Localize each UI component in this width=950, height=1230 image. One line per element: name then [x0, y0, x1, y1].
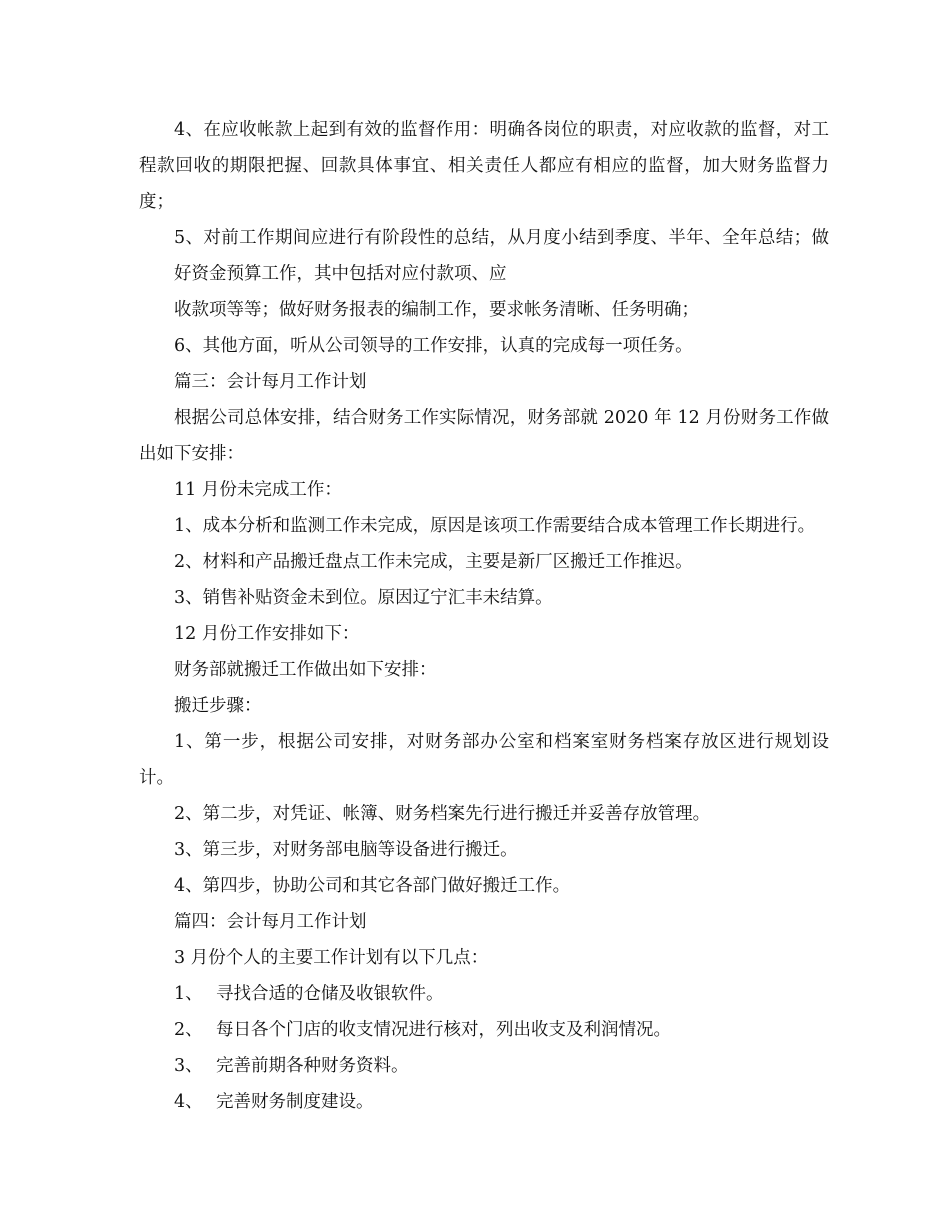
section-heading-4: 篇四：会计每月工作计划 — [174, 912, 367, 932]
march-list-item — [139, 1084, 829, 1120]
march-list-item — [139, 1012, 829, 1048]
relocation-steps-heading: 搬迁步骤： — [174, 696, 262, 716]
december-heading: 12 月份工作安排如下： — [174, 624, 360, 644]
list-number: 4、 — [174, 1092, 203, 1112]
march-heading: 3 月份个人的主要工作计划有以下几点： — [174, 948, 489, 968]
november-item-2: 2、材料和产品搬迁盘点工作未完成，主要是新厂区搬迁工作推迟。 — [174, 552, 693, 572]
list-number: 1、 — [174, 984, 203, 1004]
november-heading: 11 月份未完成工作： — [174, 480, 342, 500]
paragraph-item-5-line-1: 5、对前工作期间应进行有阶段性的总结，从月度小结到季度、半年、全年总结；做好资金预算工作，其中包括对应付款项、应 — [174, 228, 829, 284]
paragraph-item-6: 6、其他方面，听从公司领导的工作安排，认真的完成每一项任务。 — [174, 336, 693, 356]
paragraph-item-5-line-2: 收款项等等；做好财务报表的编制工作，要求帐务清晰、任务明确； — [174, 300, 699, 320]
relocation-intro: 财务部就搬迁工作做出如下安排： — [174, 660, 437, 680]
list-number: 2、 — [174, 1020, 203, 1040]
relocation-step-3: 3、第三步，对财务部电脑等设备进行搬迁。 — [174, 840, 518, 860]
list-text: 寻找合适的仓储及收银软件。 — [216, 984, 444, 1004]
list-text: 完善财务制度建设。 — [216, 1092, 374, 1112]
november-item-1: 1、成本分析和监测工作未完成，原因是该项工作需要结合成本管理工作长期进行。 — [174, 516, 816, 536]
list-text: 每日各个门店的收支情况进行核对，列出收支及利润情况。 — [216, 1020, 671, 1040]
list-number: 3、 — [174, 1056, 203, 1076]
relocation-step-1: 1、第一步，根据公司安排，对财务部办公室和档案室财务档案存放区进行规划设计。 — [139, 732, 829, 788]
section-heading-3: 篇三：会计每月工作计划 — [174, 372, 367, 392]
relocation-step-2: 2、第二步，对凭证、帐簿、财务档案先行进行搬迁并妥善存放管理。 — [174, 804, 711, 824]
march-list-item — [139, 1048, 829, 1084]
section-3-intro: 根据公司总体安排，结合财务工作实际情况，财务部就 2020 年 12 月份财务工作做出如下安排： — [139, 408, 829, 464]
relocation-step-4: 4、第四步，协助公司和其它各部门做好搬迁工作。 — [174, 876, 571, 896]
paragraph-item-4: 4、在应收帐款上起到有效的监督作用：明确各岗位的职责，对应收款的监督，对工程款回收的期限把握、回款具体事宜、相关责任人都应有相应的监督，加大财务监督力度； — [139, 120, 829, 212]
document-body — [139, 112, 829, 1120]
november-item-3: 3、销售补贴资金未到位。原因辽宁汇丰未结算。 — [174, 588, 553, 608]
march-list-item — [139, 976, 829, 1012]
list-text: 完善前期各种财务资料。 — [216, 1056, 409, 1076]
